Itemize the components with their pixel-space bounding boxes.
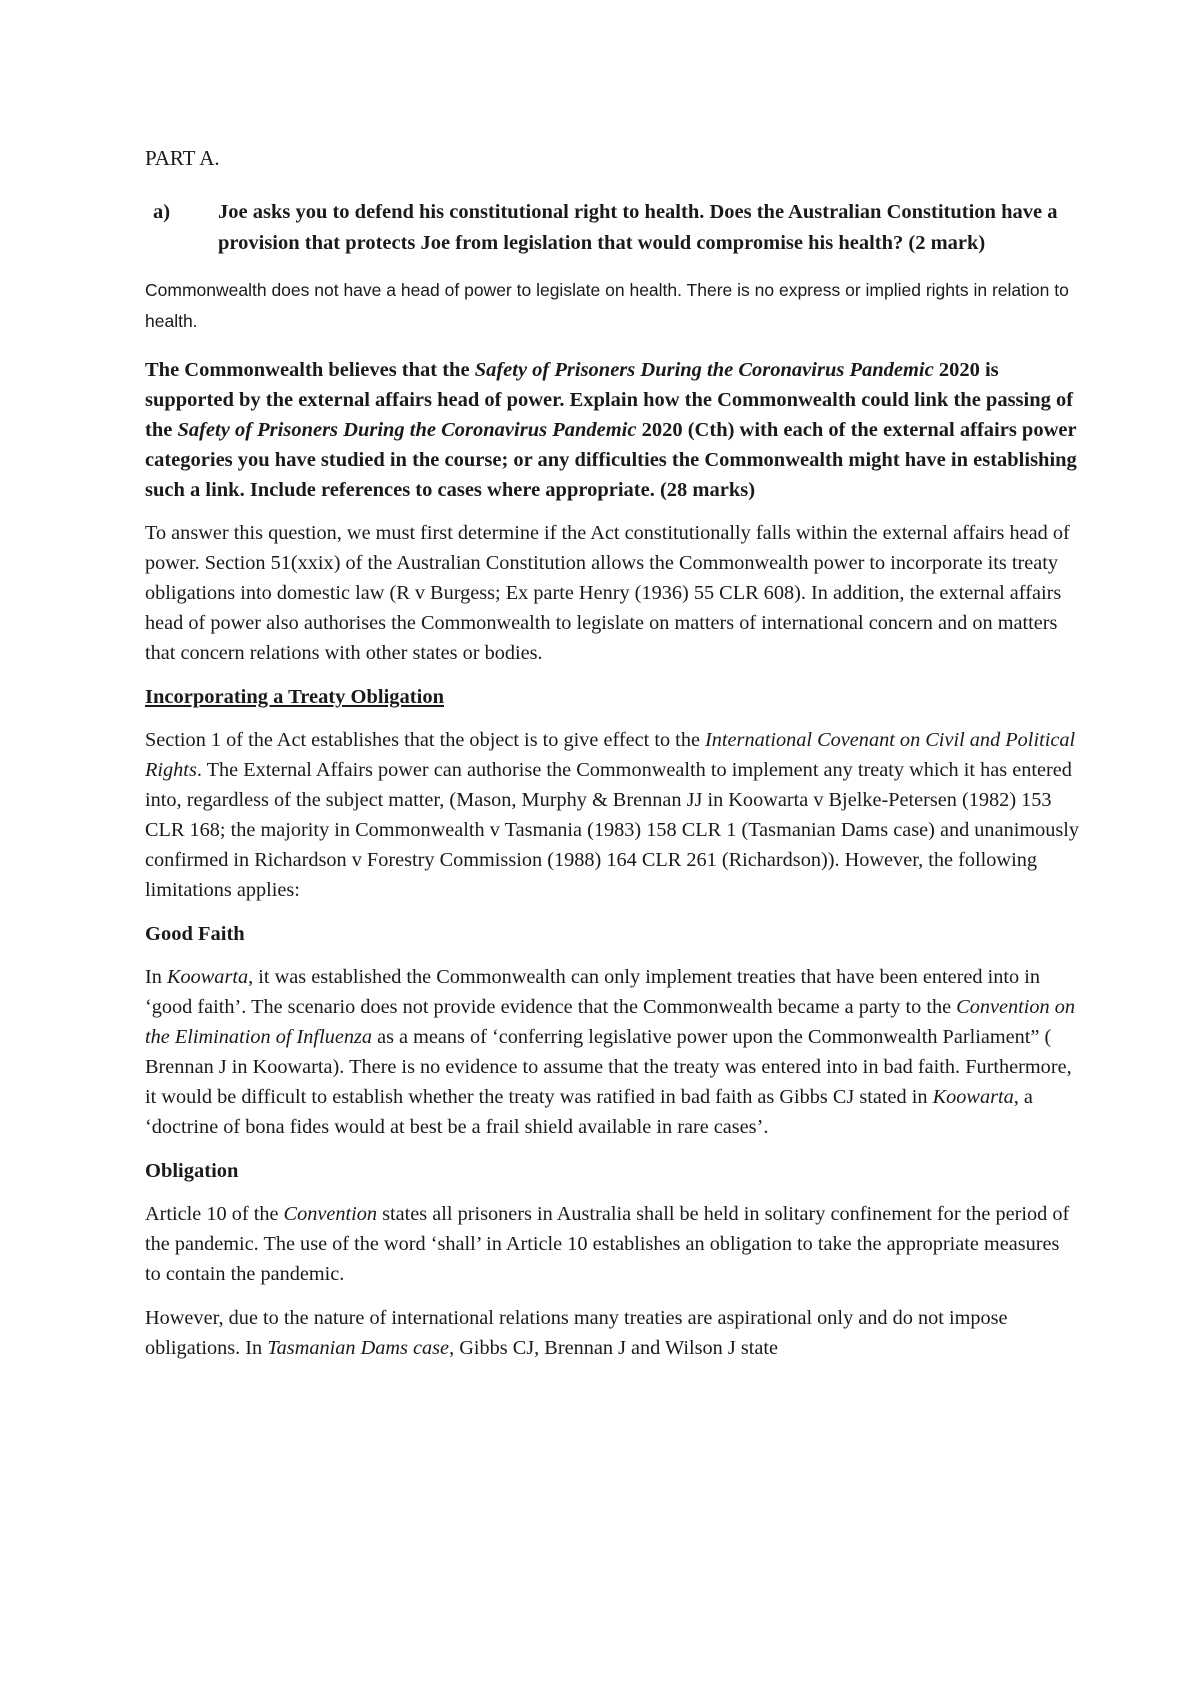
treaty-text-1: Section 1 of the Act establishes that the object is to give effect to the: [145, 729, 706, 751]
heading-obligation: Obligation: [145, 1160, 239, 1182]
final-case-name: Tasmanian Dams case: [267, 1337, 450, 1359]
intro-paragraph: To answer this question, we must first determine if the Act constitutionally falls within the external affairs head of power. Section 51(xxix) of the Australian Constitution allows the Commonwealth power to incorporate its treaty obligations into domestic law (R v Burgess; Ex parte Henry (1936) 55 CLR 608). In addition, the external affairs head of power also authorises the Commonwealth to legislate on matters of international concern and on matters that concern relations with other states or bodies.: [145, 522, 1070, 664]
good-faith-text-3: as a means of ‘conferring legislative power upon the Commonwealth Parliament” ( Brennan J in Koowarta). There is no evidence to assume that the treaty was entered into in bad faith. Furthermore, it would be difficult to establish whether the treaty was ratified in bad faith as Gibbs CJ stated in: [145, 1026, 1072, 1108]
treaty-covenant-title: International Covenant on Civil and Political Rights: [145, 729, 1076, 781]
good-faith-case-1: Koowarta: [166, 966, 249, 988]
part-title: PART A.: [145, 146, 220, 170]
treaty-paragraph: [145, 725, 1080, 905]
question-b: [145, 355, 1080, 505]
question-b-text-3: 2020 (Cth) with each of the external affairs power categories you have studied in the course; or any difficulties the Commonwealth might have in establishing such a link. Include references to cases where appropriate. (28 marks): [145, 419, 1077, 501]
good-faith-paragraph: [145, 962, 1080, 1142]
heading-treaty-obligation: Incorporating a Treaty Obligation: [145, 686, 444, 708]
question-a-number: a): [153, 201, 171, 223]
heading-good-faith: Good Faith: [145, 923, 245, 945]
answer-a: Commonwealth does not have a head of power to legislate on health. There is no express or implied rights in relation to health.: [145, 280, 1069, 331]
good-faith-text-2: , it was established the Commonwealth can only implement treaties that have been entered into in ‘good faith’. The scenario does not provide evidence that the Commonwealth became a party to the: [145, 966, 1040, 1018]
final-text-2: , Gibbs CJ, Brennan J and Wilson J state: [449, 1337, 778, 1359]
good-faith-convention-title: Convention on the Elimination of Influenza: [145, 996, 1076, 1048]
obligation-convention: Convention: [283, 1203, 378, 1225]
question-b-text-1: The Commonwealth believes that the: [145, 359, 475, 381]
good-faith-text-1: In: [145, 966, 167, 988]
final-text-1: However, due to the nature of international relations many treaties are aspirational only and do not impose obligations. In: [145, 1307, 1008, 1359]
question-a: [145, 197, 1080, 259]
question-b-text-2: 2020 is supported by the external affairs head of power. Explain how the Commonwealth could link the passing of the: [145, 359, 1074, 441]
final-paragraph: [145, 1303, 1080, 1363]
question-b-act-title-1: Safety of Prisoners During the Coronavirus Pandemic: [474, 359, 934, 381]
good-faith-text-4: , a ‘doctrine of bona fides would at best be a frail shield available in rare cases’.: [145, 1086, 1033, 1138]
obligation-text-1: Article 10 of the: [145, 1203, 284, 1225]
question-a-text: Joe asks you to defend his constitutional right to health. Does the Australian Constitution have a provision that protects Joe from legislation that would compromise his health? (2 mark): [218, 201, 1058, 254]
obligation-text-2: states all prisoners in Australia shall be held in solitary confinement for the period of the pandemic. The use of the word ‘shall’ in Article 10 establishes an obligation to take the appropriate measures to contain the pandemic.: [145, 1203, 1070, 1285]
treaty-text-2: . The External Affairs power can authorise the Commonwealth to implement any treaty which it has entered into, regardless of the subject matter, (Mason, Murphy & Brennan JJ in Koowarta v Bjelke-Petersen (1982) 153 CLR 168; the majority in Commonwealth v Tasmania (1983) 158 CLR 1 (Tasmanian Dams case) and unanimously confirmed in Richardson v Forestry Commission (1988) 164 CLR 261 (Richardson)). However, the following limitations applies:: [145, 759, 1080, 901]
good-faith-case-2: Koowarta: [932, 1086, 1014, 1108]
question-b-act-title-2: Safety of Prisoners During the Coronavirus Pandemic: [177, 419, 637, 441]
obligation-paragraph: [145, 1199, 1080, 1289]
